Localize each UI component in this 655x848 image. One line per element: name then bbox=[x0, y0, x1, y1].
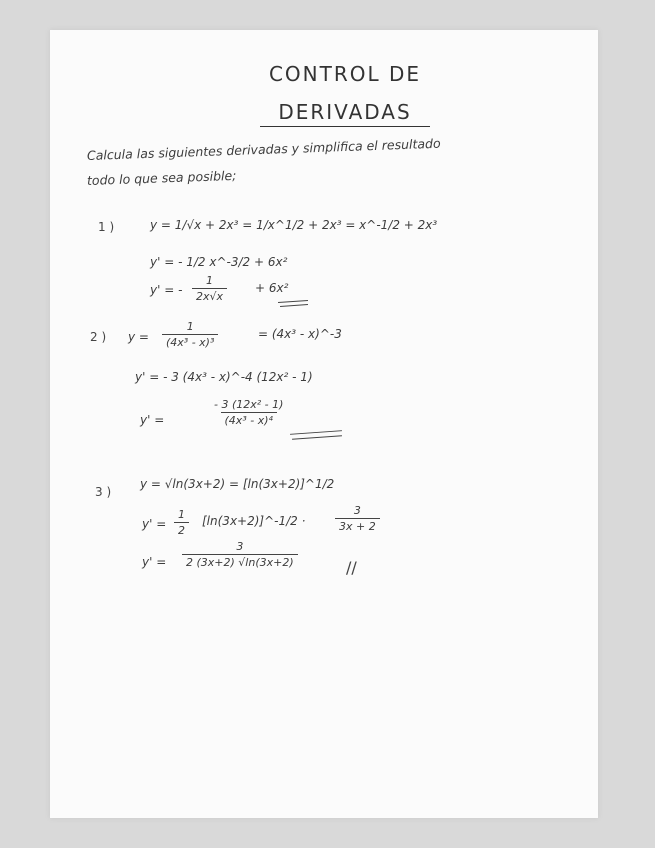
problem-1-step: y' = - 1/2 x^-3/2 + 6x² bbox=[150, 255, 288, 269]
problem-1-result-denominator: 2x√x bbox=[192, 288, 227, 303]
instructions-line-2: todo lo que sea posible; bbox=[86, 167, 237, 188]
title-line-2: DERIVADAS bbox=[260, 100, 430, 127]
problem-2-number: 2 ) bbox=[90, 330, 107, 344]
problem-2-statement-rhs: = (4x³ - x)^-3 bbox=[258, 327, 342, 341]
problem-3-step-lhs: y' = bbox=[142, 517, 167, 531]
problem-2-step: y' = - 3 (4x³ - x)^-4 (12x² - 1) bbox=[135, 370, 313, 384]
problem-2-statement-lhs: y = bbox=[128, 330, 149, 344]
problem-2-result-lhs: y' = bbox=[140, 413, 165, 427]
problem-2-result-denominator: (4x³ - x)⁴ bbox=[221, 412, 277, 427]
problem-1-double-underline-a bbox=[278, 300, 308, 303]
problem-3-number: 3 ) bbox=[95, 485, 112, 499]
problem-1-statement: y = 1/√x + 2x³ = 1/x^1/2 + 2x³ = x^-1/2 + 2x³ bbox=[150, 218, 438, 232]
problem-3-step-numerator: 3 bbox=[353, 504, 361, 517]
problem-3-step-middle: [ln(3x+2)]^-1/2 · bbox=[202, 514, 306, 528]
problem-2-double-underline-a bbox=[290, 430, 342, 435]
problem-2-statement-fraction bbox=[162, 320, 218, 349]
problem-3-end-mark: // bbox=[346, 558, 357, 577]
problem-3-statement: y = √ln(3x+2) = [ln(3x+2)]^1/2 bbox=[140, 477, 335, 491]
title-line-1: CONTROL DE bbox=[268, 62, 422, 86]
problem-2-statement-denominator: (4x³ - x)³ bbox=[162, 334, 218, 349]
problem-2-result-fraction bbox=[210, 398, 287, 427]
problem-3-step-fraction bbox=[335, 504, 380, 533]
paper-sheet bbox=[50, 30, 598, 818]
problem-3-result-lhs: y' = bbox=[142, 555, 167, 569]
problem-3-result-numerator: 3 bbox=[236, 540, 244, 553]
problem-2-statement-numerator: 1 bbox=[186, 320, 194, 333]
problem-2-result-numerator: - 3 (12x² - 1) bbox=[214, 398, 284, 411]
problem-3-result-denominator: 2 (3x+2) √ln(3x+2) bbox=[182, 554, 298, 569]
problem-3-step-coefficient-numerator: 1 bbox=[178, 508, 185, 521]
instructions-line-1: Calcula las siguientes derivadas y simplifica el resultado bbox=[86, 135, 441, 163]
problem-3-step-denominator: 3x + 2 bbox=[335, 518, 380, 533]
problem-3-result-fraction bbox=[182, 540, 298, 569]
problem-1-result-lhs: y' = - bbox=[150, 283, 183, 297]
problem-1-result-numerator: 1 bbox=[206, 274, 214, 287]
problem-1-result-fraction bbox=[192, 274, 227, 303]
problem-1-result-tail: + 6x² bbox=[255, 281, 289, 295]
problem-3-step-coefficient bbox=[174, 508, 189, 537]
problem-3-step-coefficient-denominator: 2 bbox=[174, 522, 189, 537]
problem-1-double-underline-b bbox=[280, 304, 308, 307]
problem-2-double-underline-b bbox=[292, 435, 342, 439]
problem-1-number: 1 ) bbox=[98, 220, 115, 234]
